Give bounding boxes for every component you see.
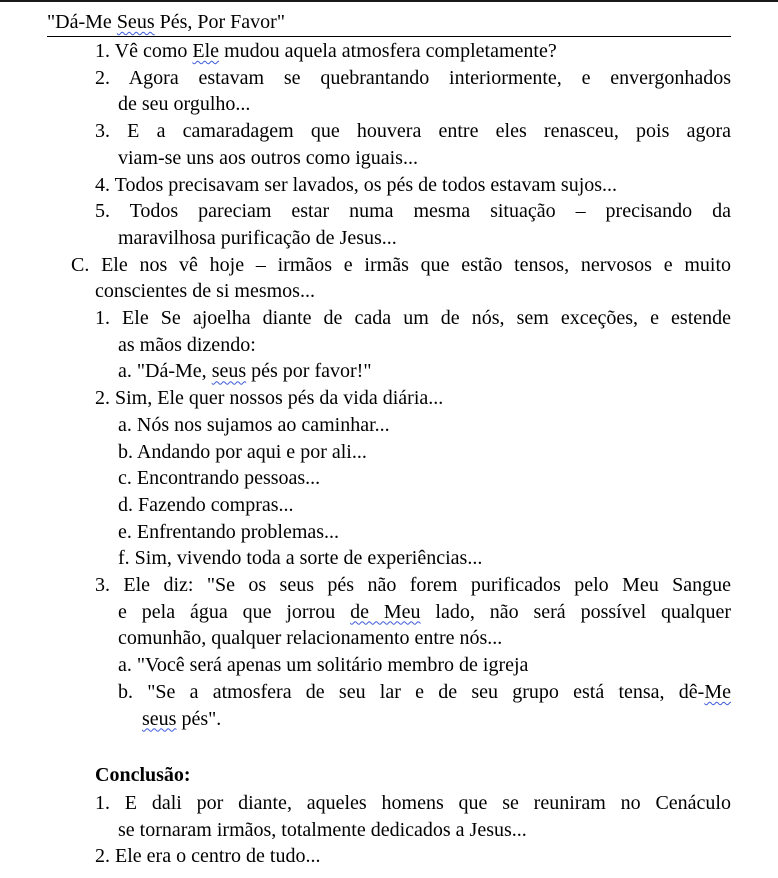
text-run: lado, não será possível qualquer: [420, 600, 731, 623]
header-text-start: "Dá-Me: [47, 11, 117, 33]
section-c: C. Ele nos vê hoje – irmãos e irmãs que estão tensos, nervosos e muito: [71, 253, 731, 276]
list-item-4: 4. Todos precisavam ser lavados, os pés de todos estavam sujos...: [95, 173, 618, 196]
c-item-2-f: f. Sim, vivendo toda a sorte de experiências...: [118, 547, 483, 570]
conclusion-item-1: 1. E dali por diante, aqueles homens que se reuniram no Cenáculo: [95, 792, 731, 814]
c-item-2-b: b. Andando por aqui e por ali...: [118, 440, 367, 463]
c-item-2-e: e. Enfrentando problemas...: [118, 520, 340, 543]
c-item-2-d: d. Fazendo compras...: [118, 493, 294, 516]
list-item-2-cont: de seu orgulho...: [118, 93, 251, 116]
page-header: [47, 9, 731, 37]
list-item-5: 5. Todos pareciam estar numa mesma situação – precisando da: [95, 200, 731, 223]
flagged-word: Me: [704, 680, 731, 703]
flagged-word: seus: [211, 360, 247, 383]
text-run: pés por favor!": [246, 360, 372, 383]
text-run: mudou aquela atmosfera completamente?: [219, 40, 557, 62]
c-item-3-cont-2: comunhão, qualquer relacionamento entre nós...: [118, 627, 503, 650]
flagged-word: Ele: [192, 40, 220, 62]
flagged-word: seus: [142, 707, 177, 730]
list-item-5-cont: maravilhosa purificação de Jesus...: [118, 226, 397, 249]
text-run: 1. Vê como: [95, 40, 193, 62]
c-item-2-a: a. Nós nos sujamos ao caminhar...: [118, 413, 390, 436]
top-border-line: [0, 0, 778, 2]
text-run: a. "Dá-Me,: [118, 360, 212, 383]
c-item-1-a: [118, 358, 371, 385]
header-flagged-word: Seus: [116, 11, 155, 33]
list-item-1: [95, 38, 557, 65]
list-item-2: 2. Agora estavam se quebrantando interiormente, e envergonhados: [95, 66, 731, 89]
c-item-3-b: [118, 679, 731, 706]
conclusion-heading: Conclusão:: [95, 764, 191, 786]
header-text-end: Pés, Por Favor": [154, 11, 285, 33]
text-run: b. "Se a atmosfera de seu lar e de seu grupo está tensa, dê-: [118, 680, 705, 703]
list-item-3: 3. E a camaradagem que houvera entre eles renasceu, pois agora: [95, 120, 731, 143]
section-c-cont: conscientes de si mesmos...: [95, 280, 315, 303]
list-item-3-cont: viam-se uns aos outros como iguais...: [118, 146, 418, 169]
c-item-2: 2. Sim, Ele quer nossos pés da vida diária...: [95, 387, 444, 410]
c-item-1-cont: as mãos dizendo:: [118, 333, 256, 356]
text-run: e pela água que jorrou: [118, 600, 351, 623]
c-item-3: 3. Ele diz: "Se os seus pés não forem purificados pelo Meu Sangue: [95, 574, 731, 596]
conclusion-item-2: 2. Ele era o centro de tudo...: [95, 845, 321, 868]
conclusion-item-1-cont: se tornaram irmãos, totalmente dedicados a Jesus...: [118, 818, 527, 841]
c-item-3-cont: [118, 599, 731, 626]
text-run: pés".: [176, 707, 222, 730]
c-item-1: 1. Ele Se ajoelha diante de cada um de nós, sem exceções, e estende: [95, 307, 731, 329]
flagged-word: de Meu: [350, 600, 421, 623]
c-item-2-c: c. Encontrando pessoas...: [118, 467, 321, 490]
c-item-3-b-cont: [142, 706, 221, 733]
c-item-3-a: a. "Você será apenas um solitário membro de igreja: [118, 654, 529, 677]
